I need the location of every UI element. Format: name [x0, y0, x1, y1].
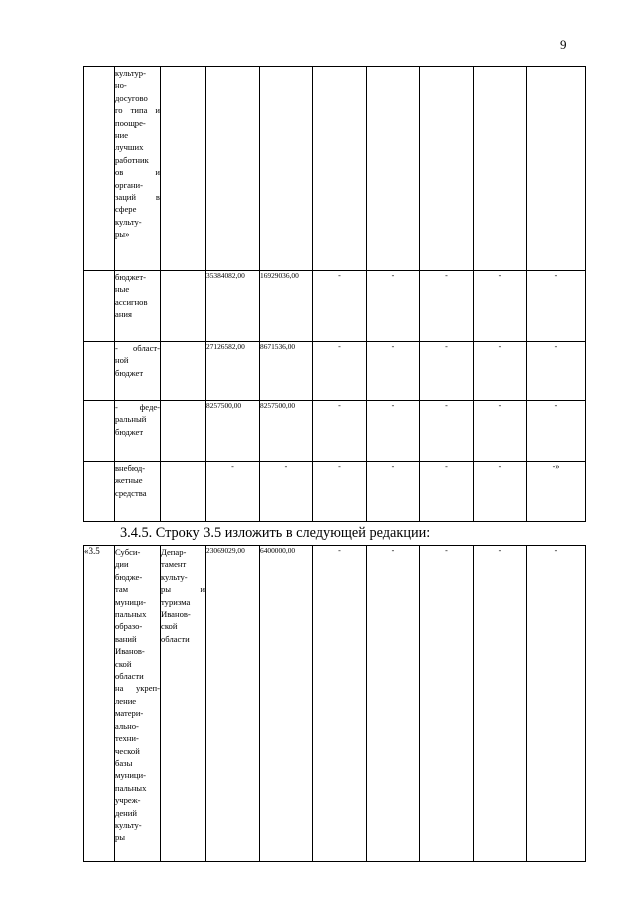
value-cell: - [474, 342, 527, 401]
text-line: бюдже- [115, 571, 143, 582]
row-label-cell [115, 462, 161, 522]
label-line: заций в [115, 192, 160, 203]
value-cell: 35384082,00 [206, 271, 260, 342]
value-cell: - [527, 401, 586, 462]
value-cell: - [474, 462, 527, 522]
row-index: «3.5 [84, 546, 115, 862]
label-line: - феде- [115, 402, 160, 412]
row-name-cell [115, 546, 161, 862]
label-line: - област- [115, 343, 160, 353]
table-row [84, 342, 586, 401]
label-line: ры» [115, 229, 130, 240]
label-line: ания [115, 309, 132, 320]
row-label-cell [115, 67, 161, 271]
value-cell: - [313, 342, 367, 401]
row-label-cell [115, 342, 161, 401]
value-cell: 27126582,00 [206, 342, 260, 401]
text-line: Субси- [115, 547, 141, 557]
label-line: ов и [115, 167, 160, 178]
text-line: пальных [115, 782, 147, 793]
value-cell: - [313, 401, 367, 462]
value-cell: - [313, 462, 367, 522]
text-line: туризма [161, 596, 191, 607]
value-cell: - [367, 401, 420, 462]
text-line: Иванов- [115, 646, 145, 657]
text-line: матери- [115, 708, 144, 719]
label-line: бюджет- [115, 272, 146, 282]
label-line: органи- [115, 179, 143, 190]
label-line: сфере [115, 204, 137, 215]
executor-cell [161, 462, 206, 522]
value-cell: - [367, 546, 420, 862]
index-cell [84, 462, 115, 522]
text-line: дии [115, 559, 129, 570]
text-line: Депар- [161, 547, 187, 557]
value-cell: - [474, 271, 527, 342]
value-cell: - [260, 462, 313, 522]
label-line: культу- [115, 216, 142, 227]
value-cell: - [313, 546, 367, 862]
value-cell [367, 67, 420, 271]
text-line: муници- [115, 596, 146, 607]
text-line: ление [115, 695, 137, 706]
value-cell: 8257500,00 [206, 401, 260, 462]
value-cell: 8671536,00 [260, 342, 313, 401]
text-line: ской [115, 658, 132, 669]
value-cell: 6400000,00 [260, 546, 313, 862]
executor-cell [161, 67, 206, 271]
value-cell: - [527, 271, 586, 342]
label-line: средства [115, 487, 147, 498]
text-line: базы [115, 757, 133, 768]
budget-table-continued [83, 66, 586, 522]
value-cell: - [367, 271, 420, 342]
label-line: ные [115, 284, 130, 295]
value-cell: 8257500,00 [260, 401, 313, 462]
label-line: культур- [115, 68, 146, 78]
text-line: там [115, 584, 129, 595]
value-cell: -» [527, 462, 586, 522]
index-cell [84, 271, 115, 342]
text-line: ально- [115, 720, 139, 731]
value-cell: - [420, 271, 474, 342]
value-cell [206, 67, 260, 271]
value-cell: - [474, 546, 527, 862]
executor-cell [161, 342, 206, 401]
value-cell: - [420, 462, 474, 522]
label-line: бюджет [115, 426, 144, 437]
table-row [84, 401, 586, 462]
value-cell [527, 67, 586, 271]
executor-cell [161, 271, 206, 342]
value-cell: - [206, 462, 260, 522]
text-line: пальных [115, 609, 147, 620]
text-line: образо- [115, 621, 143, 632]
text-line: ческой [115, 745, 140, 756]
label-line: ассигнов [115, 296, 148, 307]
text-line: тамент [161, 559, 187, 570]
label-line: но- [115, 80, 127, 91]
row-label-cell [115, 271, 161, 342]
table-row [84, 271, 586, 342]
text-line: учреж- [115, 795, 141, 806]
value-cell: 23069029,00 [206, 546, 260, 862]
value-cell [313, 67, 367, 271]
label-line: лучших [115, 142, 144, 153]
value-cell: - [420, 401, 474, 462]
table-row [84, 462, 586, 522]
value-cell: 16929036,00 [260, 271, 313, 342]
text-line: культу- [161, 571, 188, 582]
label-line: ние [115, 130, 129, 141]
value-cell: - [313, 271, 367, 342]
value-cell [260, 67, 313, 271]
label-line: го типа и [115, 105, 160, 116]
text-line: Иванов- [161, 609, 191, 620]
text-line: ры [115, 832, 126, 843]
section-heading: 3.4.5. Строку 3.5 изложить в следующей редакции: [120, 525, 431, 541]
value-cell: - [527, 546, 586, 862]
value-cell: - [527, 342, 586, 401]
label-line: работник [115, 154, 149, 165]
index-cell [84, 342, 115, 401]
page-number: 9 [560, 37, 567, 52]
text-line: области [161, 633, 190, 644]
label-line: внебюд- [115, 463, 146, 473]
text-line: области [115, 671, 144, 682]
index-cell [84, 67, 115, 271]
label-line: поощре- [115, 117, 146, 128]
value-cell: - [420, 546, 474, 862]
row-3-5-table [83, 545, 586, 862]
value-cell: - [367, 342, 420, 401]
text-line: на укреп- [115, 683, 160, 694]
executor-cell [161, 546, 206, 862]
value-cell [420, 67, 474, 271]
value-cell: - [367, 462, 420, 522]
text-line: ваний [115, 633, 137, 644]
row-label-cell [115, 401, 161, 462]
value-cell: - [420, 342, 474, 401]
value-cell [474, 67, 527, 271]
label-line: жетные [115, 475, 143, 486]
label-line: досугово [115, 92, 148, 103]
text-line: муници- [115, 770, 146, 781]
value-cell: - [474, 401, 527, 462]
label-line: ральный [115, 414, 147, 425]
text-line: дений [115, 807, 137, 818]
table-row [84, 67, 586, 271]
text-line: техни- [115, 733, 139, 744]
text-line: ской [161, 621, 178, 632]
label-line: бюджет [115, 367, 144, 378]
executor-cell [161, 401, 206, 462]
text-line: культу- [115, 819, 142, 830]
text-line: ры и [161, 584, 205, 595]
label-line: ной [115, 355, 129, 366]
index-cell [84, 401, 115, 462]
table-row [84, 546, 586, 862]
